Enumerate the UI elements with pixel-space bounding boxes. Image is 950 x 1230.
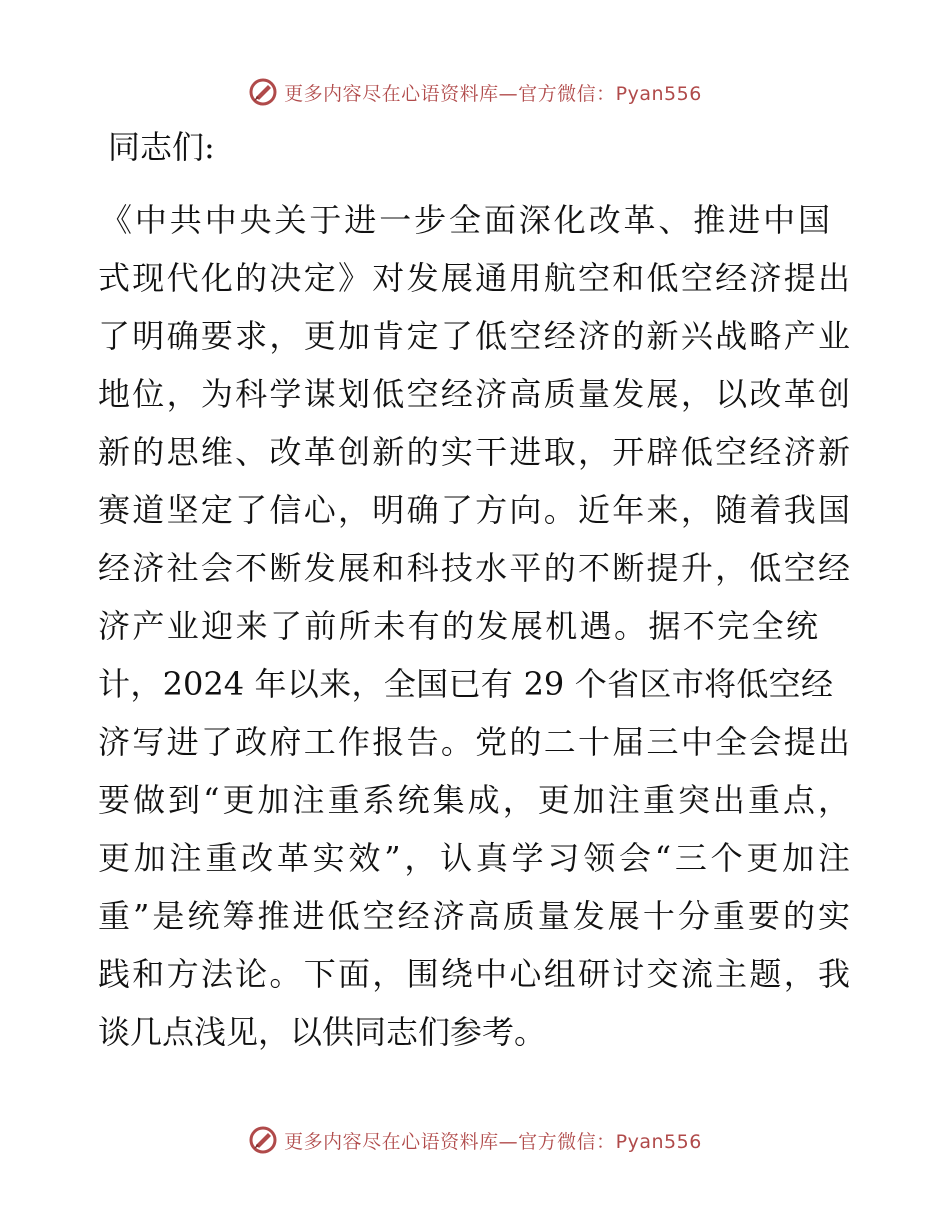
paragraph-line: 践和方法论。下面，围绕中心组研讨交流主题，我 <box>98 955 850 993</box>
paragraph-line: 了明确要求，更加肯定了低空经济的新兴战略产业 <box>98 317 850 355</box>
paragraph-line: 济产业迎来了前所未有的发展机遇。据不完全统 <box>98 607 818 645</box>
paragraph-line: 谈几点浅见，以供同志们参考。 <box>98 1013 547 1051</box>
paragraph-line: 式现代化的决定》对发展通用航空和低空经济提出 <box>98 259 850 297</box>
paragraph-line: 济写进了政府工作报告。党的二十届三中全会提出 <box>98 723 850 761</box>
paragraph-line: 计，2024 年以来，全国已有 29 个省区市将低空经 <box>98 665 833 703</box>
greeting: 同志们: <box>108 128 215 166</box>
logo-icon <box>248 1125 278 1155</box>
paragraph-line: 新的思维、改革创新的实干进取，开辟低空经济新 <box>98 433 850 471</box>
paragraph-line: 赛道坚定了信心，明确了方向。近年来，随着我国 <box>98 491 850 529</box>
watermark-text: 更多内容尽在心语资料库—官方微信：Pyan556 <box>284 82 702 105</box>
paragraph-line: 更加注重改革实效”，认真学习领会“三个更加注 <box>98 839 850 877</box>
paragraph-line: 《中共中央关于进一步全面深化改革、推进中国 <box>100 201 830 239</box>
watermark-text: 更多内容尽在心语资料库—官方微信：Pyan556 <box>284 1130 702 1153</box>
header-watermark <box>0 72 950 112</box>
paragraph-line: 地位，为科学谋划低空经济高质量发展，以改革创 <box>98 375 850 413</box>
logo-icon <box>248 77 278 107</box>
paragraph-line: 经济社会不断发展和科技水平的不断提升，低空经 <box>98 549 850 587</box>
footer-watermark <box>0 1120 950 1160</box>
paragraph-line: 要做到“更加注重系统集成，更加注重突出重点， <box>98 781 850 819</box>
paragraph-line: 重”是统筹推进低空经济高质量发展十分重要的实 <box>98 897 850 935</box>
